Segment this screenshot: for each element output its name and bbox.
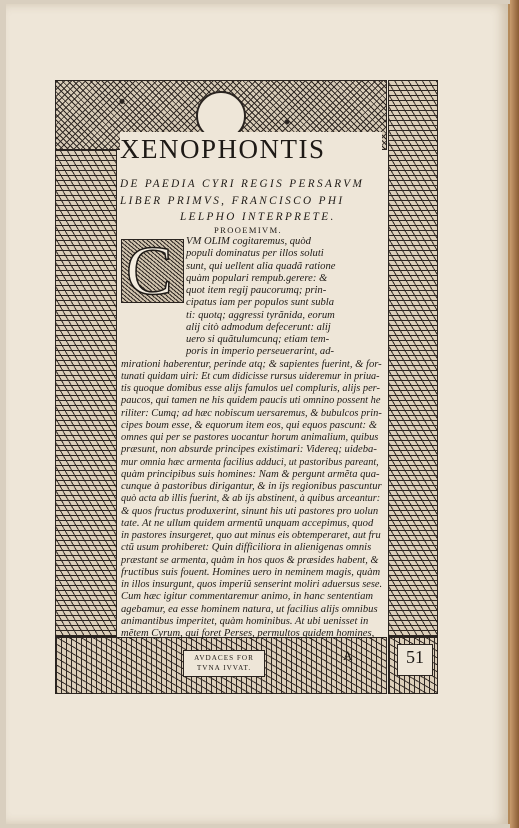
motto-line-2: TVNA IVVAT. [196,664,252,672]
text-line: cipatus iam per populos sunt subla [186,297,335,309]
text-line: paucos, qui tamen ne his quidem paucis uti omnino possent he [121,395,381,407]
motto-cartouche [183,650,265,677]
text-line: alij citò admodum defecerunt: alij [186,321,331,333]
text-line: VM OLIM cogitaremus, quòd [186,236,311,247]
text-line: ctũ usum prohiberet: Quin difficiliora in alienigenas omnis [121,542,372,554]
page-edge [510,0,519,828]
text-line: præstant se armenta, quàm in hos quos & præsides habent, & [121,554,379,566]
text-line: cunque à pastoribus dirigantur, & in ijs regionibus pascuntur [121,481,382,492]
text-line: sunt, qui uellent alia quadã ratione [186,260,336,272]
text-line: agebamur, ea esse hominem natura, ut facilius alijs omnibus [121,603,378,615]
text-line: tis quoque domibus esse alijs famulos uel compluris, alijs per- [121,383,380,394]
subtitle-line-3: LELPHO INTERPRETE. [180,211,336,223]
text-line: uero si quãtulumcunq; etiam tem- [186,334,330,345]
text-line: quò acta ab illis fuerint, & ab ijs abstinent, à quibus arceantur: [121,493,381,505]
text-line: quàm principibus suis homines: Nam & pergunt armẽta qua- [121,468,380,480]
text-line: populi dominatus per illos soluti [186,248,324,260]
text-line: quot item regij paucorumq; prin- [186,285,327,296]
initial-letter: C [126,233,173,310]
text-line: cipes boum esse, & equorum item eos, qui equos pascunt: & [121,419,377,431]
text-line: animantibus imperitet, quàm hominibus. At ubi uenisset in [121,615,369,627]
subtitle-line-1: DE PAEDIA CYRI REGIS PERSARVM [120,178,365,190]
text-line: ti: quotq; aggressi tyrãnida, eorum [186,309,335,321]
text-line: & quos fructus produxerint, sinunt his uti pastores pro uolun [121,505,379,517]
left-woodcut-border [55,150,117,637]
text-line: in pastores insurgeret, quo aut minus eis obtemperaret, aut fru [121,530,381,541]
text-line: mẽtem Cyrum, qui foret Perses, permultos quidem homines, [121,628,375,639]
text-line: fructibus suis fouent. Homines uero in neminem magis, quàm [121,566,381,578]
section-heading: PROOEMIVM. [214,225,283,235]
decorated-initial [121,233,184,310]
right-woodcut-border [388,80,438,637]
text-line: poris in imperio perseuerarint, ad- [186,346,335,358]
subtitle-line-2: LIBER PRIMVS, FRANCISCO PHI [120,195,345,207]
book-title: XENOPHONTIS [120,134,326,164]
text-line: mur omnia hæc armenta facilius adduci, ut pastoribus pareant, [121,456,379,468]
folio-cartouche [397,644,433,676]
text-line: omnes qui per se pastores uocantur horum animalium, quibus [121,432,379,443]
text-line: mirationi haberentur, perinde atq; & sapientes fuerint, & for- [121,358,382,370]
text-line: tunati quidam uiri: Et cum didicisse rursus uideremur in priua- [121,370,380,382]
text-line: tate. At ne ullum quidem armentũ unquam accepimus, quod [121,517,374,529]
folio-number: 51 [406,647,424,667]
signature-mark: A [343,648,353,663]
text-line: riliter: Cumq; ad hæc nobiscum uersaremus, & bubulcos prin- [121,407,382,419]
motto-line-1: AVDACES FOR [194,654,254,662]
text-line: in illos insurgunt, quos imperiũ senserint moliri aduersus sese. [121,579,383,590]
text-line: Cum hæc igitur commentaremur animo, in hanc sententiam [121,591,374,603]
text-line: quàm populari rempub.gerere: & [186,272,328,284]
text-line: præsunt, non absurde principes existimari: Videreq; uideba- [121,444,377,456]
